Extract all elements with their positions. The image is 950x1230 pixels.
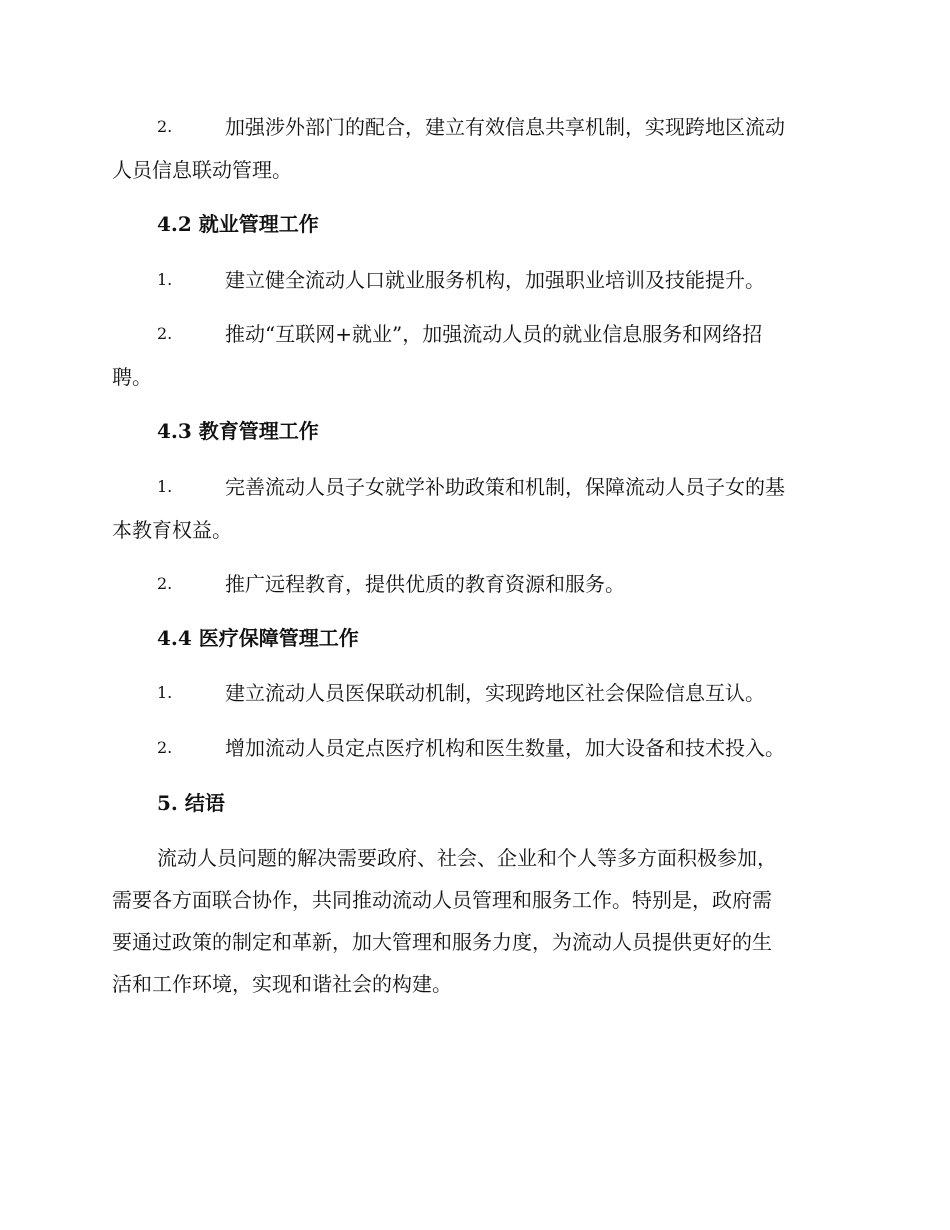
section-heading-4-3: 4.3 教育管理工作 (157, 419, 319, 443)
list-item-text-continuation: 聘。 (112, 365, 152, 389)
list-item-text: 推广远程教育，提供优质的教育资源和服务。 (225, 572, 625, 596)
section-heading-4-4: 4.4 医疗保障管理工作 (157, 626, 359, 650)
list-item-number: 2. (157, 324, 173, 343)
list-item-text-continuation: 人员信息联动管理。 (112, 158, 292, 182)
list-item-text: 完善流动人员子女就学补助政策和机制，保障流动人员子女的基 (225, 475, 785, 499)
paragraph-line: 要通过政策的制定和革新，加大管理和服务力度，为流动人员提供更好的生 (112, 930, 772, 954)
list-item-text: 增加流动人员定点医疗机构和医生数量，加大设备和技术投入。 (225, 736, 785, 760)
list-item-text: 推动“互联网+就业”，加强流动人员的就业信息服务和网络招 (225, 322, 763, 346)
paragraph-line: 需要各方面联合协作，共同推动流动人员管理和服务工作。特别是，政府需 (112, 888, 772, 912)
list-item-text-continuation: 本教育权益。 (112, 518, 232, 542)
section-heading-4-2: 4.2 就业管理工作 (157, 212, 319, 236)
list-item-number: 2. (157, 117, 173, 136)
section-heading-5: 5. 结语 (157, 791, 225, 815)
list-item-text: 加强涉外部门的配合，建立有效信息共享机制，实现跨地区流动 (225, 115, 785, 139)
list-item-number: 2. (157, 738, 173, 757)
list-item-text: 建立健全流动人口就业服务机构，加强职业培训及技能提升。 (225, 268, 765, 292)
list-item-number: 2. (157, 574, 173, 593)
list-item-text: 建立流动人员医保联动机制，实现跨地区社会保险信息互认。 (225, 681, 765, 705)
paragraph-line: 流动人员问题的解决需要政府、社会、企业和个人等多方面积极参加， (157, 846, 777, 870)
list-item-number: 1. (157, 477, 173, 496)
list-item-number: 1. (157, 683, 173, 702)
paragraph-line: 活和工作环境，实现和谐社会的构建。 (112, 972, 452, 996)
list-item-number: 1. (157, 270, 173, 289)
